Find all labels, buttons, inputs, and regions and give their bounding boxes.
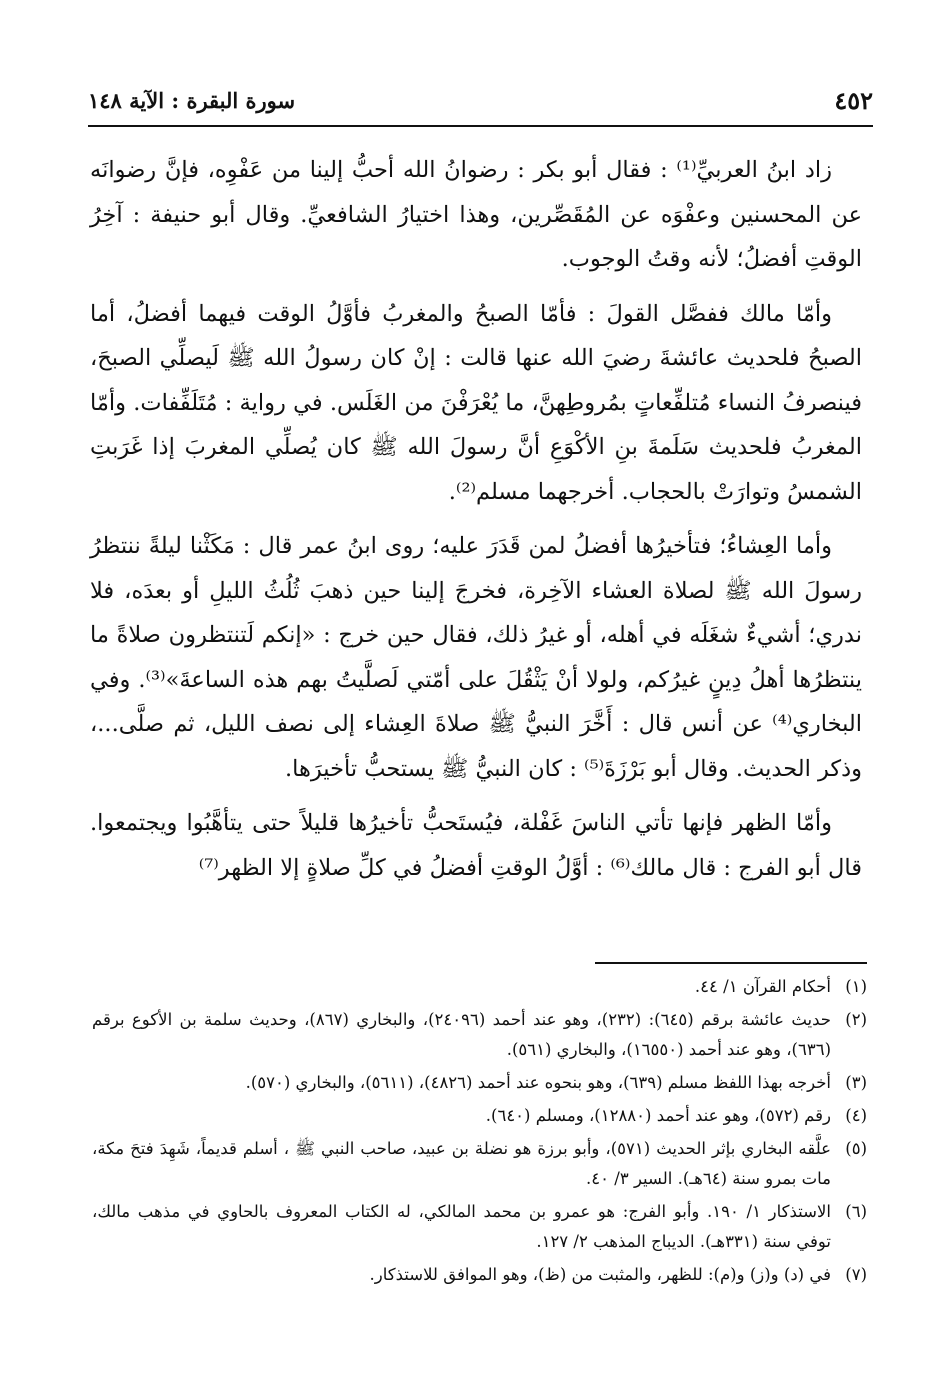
- footnote-text: أحكام القرآن ١/ ٤٤.: [694, 977, 831, 996]
- page-header: [88, 80, 873, 124]
- footnote: [92, 972, 867, 1002]
- paragraph: وأما العِشاءُ؛ فتأخيرُها أفضلُ لمن قَدَرَ عليه؛ روى ابنُ عمر قال : مَكَثْنا ليلةً ننتظرُ رسولَ الله ﷺ لصلاة العشاء الآخِرة، فخرجَ إلينا حين ذهبَ ثُلُثُ الليلِ أو بعدَه، فلا ندري؛ أشيءٌ شغَلَه في أهله، أو غيرُ ذلك، فقال حين خرج : «إنكم لَتنتظرون صلاةً ما ينتظرُها أهلُ دِينٍ غيرُكم، ولولا أنْ يَثْقُلَ على أمّتي لَصلَّيتُ بهم هذه الساعةَ»⁽³⁾. وفي البخاري⁽⁴⁾ عن أنس قال : أَخَّرَ النبيُّ ﷺ صلاةَ العِشاء إلى نصف الليل، ثم صلَّى...، وذكر الحديث. وقال أبو بَرْزَةَ⁽⁵⁾ : كان النبيُّ ﷺ يستحبُّ تأخيرَها.: [90, 533, 862, 782]
- footnote-number: (٤): [845, 1106, 867, 1125]
- header-rule: [88, 125, 873, 127]
- footnote-text: رقم (٥٧٢)، وهو عند أحمد (١٢٨٨٠)، ومسلم (٦٤٠).: [485, 1106, 831, 1125]
- footnote: [92, 1197, 867, 1257]
- paragraph: زاد ابنُ العربيِّ⁽¹⁾ : فقال أبو بكر : رضوانُ الله أحبُّ إلينا من عَفْوِه، فإنَّ رضوانَه عن المحسنين وعفْوَه عن المُقَصِّرين، وهذا اختيارُ الشافعيِّ. وقال أبو حنيفة : آخِرُ الوقتِ أفضلُ؛ لأنه وقتُ الوجوب.: [90, 157, 862, 272]
- page-number: ٤٥٢: [834, 86, 873, 115]
- footnote-number: (٦): [845, 1202, 867, 1221]
- footnote-text: الاستذكار ١/ ١٩٠. وأبو الفرج: هو عمرو بن محمد المالكي، له الكتاب المعروف بالحاوي في مذهب مالك، توفي سنة (٣٣١هـ). الديباج المذهب ٢/ ١٢٧.: [92, 1202, 831, 1251]
- main-text: [90, 148, 862, 900]
- footnote: [92, 1134, 867, 1194]
- footnote-text: أخرجه بهذا اللفظ مسلم (٦٣٩)، وهو بنحوه عند أحمد (٤٨٢٦)، (٥٦١١)، والبخاري (٥٧٠).: [245, 1073, 831, 1092]
- footnote-text: علَّقه البخاري بإثر الحديث (٥٧١)، وأبو برزة هو نضلة بن عبيد، صاحب النبي ﷺ ، أسلم قديماً، شَهِدَ فتحَ مكة، مات بمرو سنة (٦٤هـ). السير ٣/ ٤٠.: [92, 1139, 831, 1188]
- running-title: سورة البقرة : الآية ١٤٨: [88, 88, 296, 113]
- footnote-number: (٥): [845, 1139, 867, 1158]
- footnotes: [92, 972, 867, 1293]
- footnote-number: (١): [845, 977, 867, 996]
- footnote-text: في (د) و(ز) و(م): للظهر، والمثبت من (ظ)، وهو الموافق للاستذكار.: [369, 1265, 831, 1284]
- footnote-text: حديث عائشة برقم (٦٤٥): (٢٣٢)، وهو عند أحمد (٢٤٠٩٦)، والبخاري (٨٦٧)، وحديث سلمة بن الأكوع برقم (٦٣٦)، وهو عند أحمد (١٦٥٥٠)، والبخاري (٥٦١).: [92, 1010, 831, 1059]
- footnote: [92, 1260, 867, 1290]
- paragraph: وأمّا مالك ففصَّل القولَ : فأمّا الصبحُ والمغربُ فأوَّلُ الوقت فيهما أفضلُ، أما الصبحُ فلحديث عائشةَ رضيَ الله عنها قالت : إنْ كان رسولُ الله ﷺ لَيصلِّي الصبحَ، فينصرفُ النساء مُتلفِّعاتٍ بمُروطِهنَّ، ما يُعْرَفْنَ من الغَلَس. في رواية : مُتَلَفِّفات. وأمّا المغربُ فلحديث سَلَمةَ بنِ الأكْوَعِ أنَّ رسولَ الله ﷺ كان يُصلِّي المغربَ إذا غَرَبتِ الشمسُ وتوارَتْ بالحجاب. أخرجهما مسلم⁽²⁾.: [90, 300, 862, 505]
- footnote: [92, 1101, 867, 1131]
- footnote-number: (٧): [845, 1265, 867, 1284]
- footnote-number: (٣): [845, 1073, 867, 1092]
- footnote: [92, 1005, 867, 1065]
- footnote: [92, 1068, 867, 1098]
- footnote-number: (٢): [845, 1010, 867, 1029]
- paragraph: وأمّا الظهر فإنها تأتي الناسَ غَفْلة، فيُستَحبُّ تأخيرُها قليلاً حتى يتأهَّبُوا ويجتمعوا. قال أبو الفرج : قال مالك⁽⁶⁾ : أوَّلُ الوقتِ أفضلُ في كلِّ صلاةٍ إلا الظهر⁽⁷⁾: [90, 810, 862, 881]
- footnote-separator: [595, 962, 867, 964]
